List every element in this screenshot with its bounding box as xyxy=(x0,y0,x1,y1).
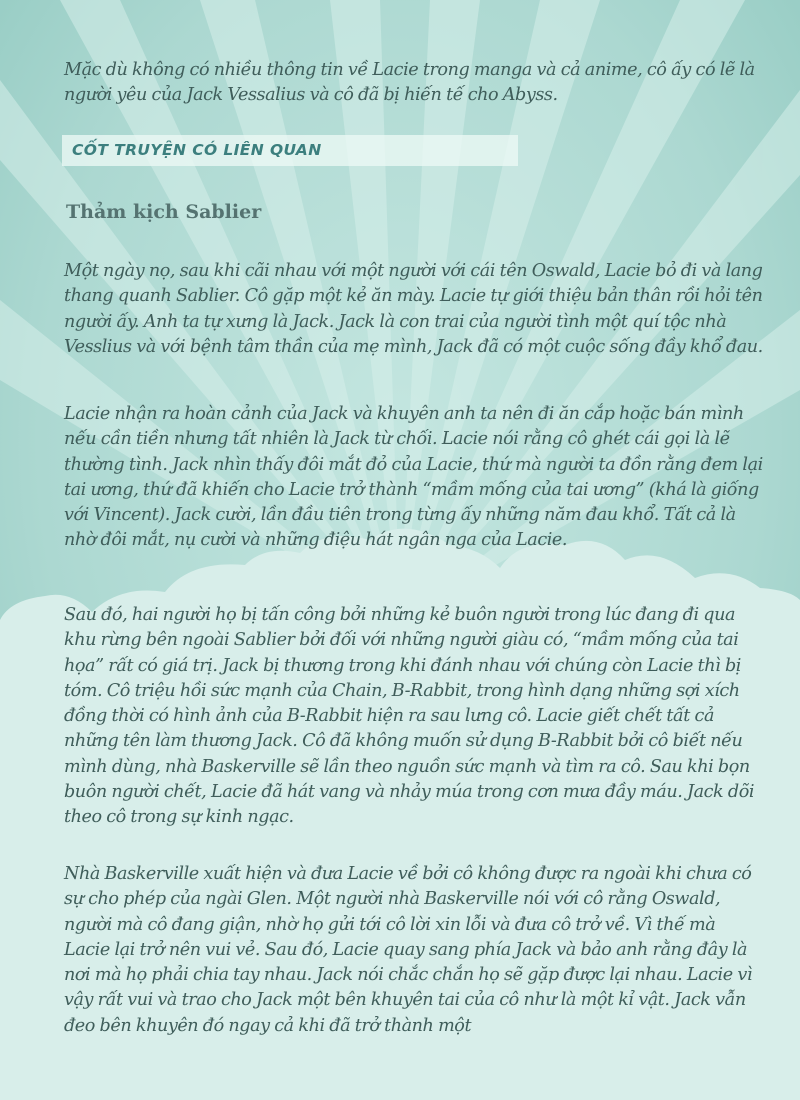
section-title: CỐT TRUYỆN CÓ LIÊN QUAN xyxy=(72,141,322,159)
story-paragraph: Lacie nhận ra hoàn cảnh của Jack và khuyên anh ta nên đi ăn cắp hoặc bán mình nếu cần tiền nhưng tất nhiên là Jack từ chối. Lacie nói rằng cô ghét cái gọi là lẽ thường tình. Jack nhìn thấy đôi mắt đỏ của Lacie, thứ mà người ta đồn rằng đem lại tai ương, thứ đã khiến cho Lacie trở thành “mầm mống của tai ương” (khá là giống với Vincent). Jack cười, lần đầu tiên trong từng ấy những năm đau khổ. Tất cả là nhờ đôi mắt, nụ cười và những điệu hát ngân nga của Lacie. xyxy=(64,404,763,551)
story-paragraph: Một ngày nọ, sau khi cãi nhau với một người với cái tên Oswald, Lacie bỏ đi và lang thang quanh Sablier. Cô gặp một kẻ ăn mày. Lacie tự giới thiệu bản thân rồi hỏi tên người ấy. Anh ta tự xưng là Jack. Jack là con trai của người tình một quí tộc nhà Vesslius và với bệnh tâm thần của mẹ mình, Jack đã có một cuộc sống đầy khổ đau. xyxy=(64,261,763,357)
intro-paragraph: Mặc dù không có nhiều thông tin về Lacie trong manga và cả anime, cô ấy có lẽ là người yêu của Jack Vessalius và cô đã bị hiến tế cho Abyss. xyxy=(64,60,755,106)
story-paragraph: Sau đó, hai người họ bị tấn công bởi những kẻ buôn người trong lúc đang đi qua khu rừng bên ngoài Sablier bởi đối với những người giàu có, “mầm mống của tai họa” rất có giá trị. Jack bị thương trong khi đánh nhau với chúng còn Lacie thì bị tóm. Cô triệu hồi sức mạnh của Chain, B-Rabbit, trong hình dạng những sợi xích đồng thời có hình ảnh của B-Rabbit hiện ra sau lưng cô. Lacie giết chết tất cả những tên làm thương Jack. Cô đã không muốn sử dụng B-Rabbit bởi cô biết nếu mình dùng, nhà Baskerville sẽ lần theo nguồn sức mạnh và tìm ra cô. Sau khi bọn buôn người chết, Lacie đã hát vang và nhảy múa trong cơn mưa đầy máu. Jack dõi theo cô trong sự kinh ngạc. xyxy=(64,605,755,828)
subheading: Thảm kịch Sablier xyxy=(66,201,262,223)
story-paragraph: Nhà Baskerville xuất hiện và đưa Lacie về bởi cô không được ra ngoài khi chưa có sự cho phép của ngài Glen. Một người nhà Baskerville nói với cô rằng Oswald, người mà cô đang giận, nhờ họ gửi tới cô lời xin lỗi và đưa cô trở về. Vì thế mà Lacie lại trở nên vui vẻ. Sau đó, Lacie quay sang phía Jack và bảo anh rằng đây là nơi mà họ phải chia tay nhau. Jack nói chắc chắn họ sẽ gặp được lại nhau. Lacie vì vậy rất vui và trao cho Jack một bên khuyên tai của cô như là một kỉ vật. Jack vẫn đeo bên khuyên đó ngay cả khi đã trở thành một xyxy=(64,864,753,1036)
